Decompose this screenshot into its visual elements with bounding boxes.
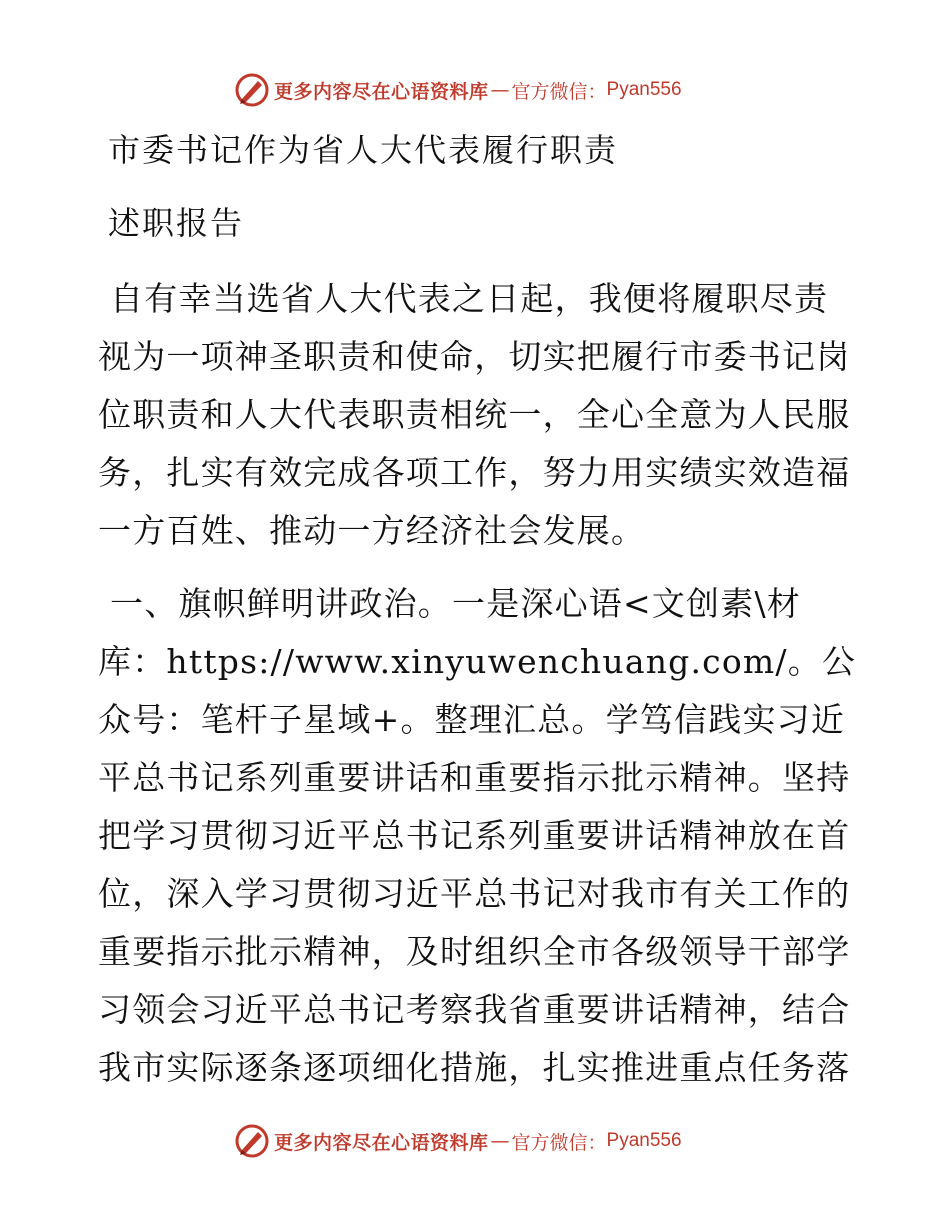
banner-wechat-label: 官方微信：: [511, 80, 607, 103]
pen-logo-icon: [234, 1123, 270, 1159]
banner-wechat-label: 官方微信：: [511, 1131, 607, 1154]
paragraph-section-one: 一、旗帜鲜明讲政治。一是深心语<文创素\材库：https://www.xinyuwenchuang.com/。公众号：笔杆子星域+。整理汇总。学笃信践实习近平总书记系列重要讲话和重要指示批示精神。坚持把学习贯彻习近平总书记系列重要讲话精神放在首位，深入学习贯彻习近平总书记对我市有关工作的重要指示批示精神，及时组织全市各级领导干部学习领会习近平总书记考察我省重要讲话精神，结合我市实际逐条逐项细化措施，扎实推进重点任务落: [98, 584, 857, 1087]
banner-text: 更多内容尽在心语资料库: [274, 1131, 489, 1154]
document-title: 市委书记作为省人大代表履行职责: [108, 131, 619, 169]
header-watermark-banner: [234, 70, 754, 110]
pen-logo-icon: [234, 72, 270, 108]
banner-separator: —: [490, 79, 510, 101]
banner-wechat-id: Pyan556: [606, 79, 682, 100]
banner-text: 更多内容尽在心语资料库: [274, 80, 489, 103]
footer-watermark-banner: [234, 1121, 754, 1161]
banner-separator: —: [490, 1130, 510, 1152]
paragraph-intro: 自有幸当选省人大代表之日起，我便将履职尽责视为一项神圣职责和使命，切实把履行市委书记岗位职责和人大代表职责相统一，全心全意为人民服务，扎实有效完成各项工作，努力用实绩实效造福一方百姓、推动一方经济社会发展。: [98, 279, 851, 550]
document-subtitle: 述职报告: [108, 204, 245, 242]
banner-wechat-id: Pyan556: [606, 1130, 682, 1151]
